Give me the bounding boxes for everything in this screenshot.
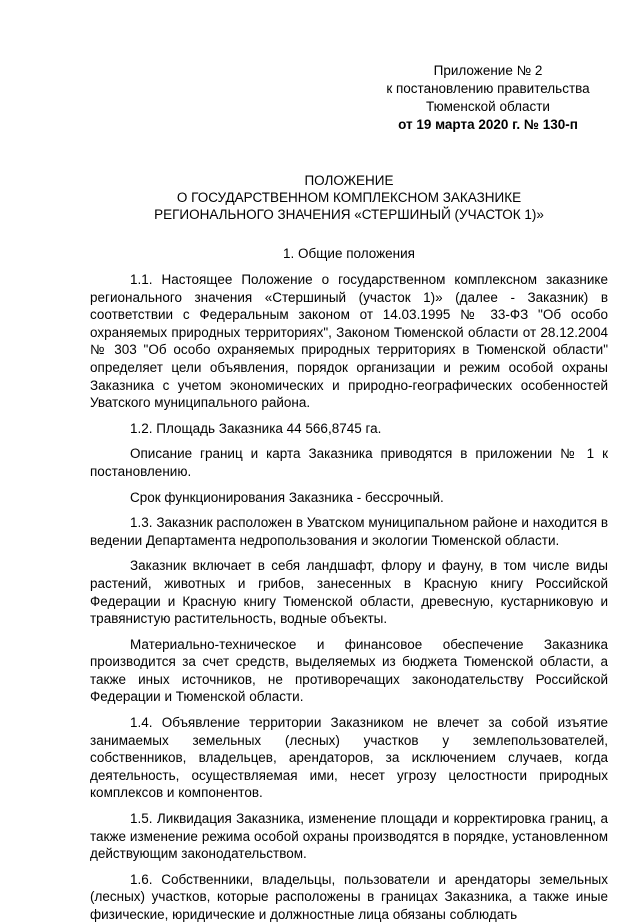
appendix-reference: к постановлению правительства (386, 81, 590, 96)
title-line-3: РЕГИОНАЛЬНОГО ЗНАЧЕНИЯ «СТЕРШИНЫЙ (УЧАСТОК 1)» (154, 207, 544, 222)
paragraph: Материально-техническое и финансовое обеспечение Заказника производится за счет средств, выделяемых из бюджета Тюменской области, а также иных источников, не противоречащих законодательству Российской Федерации и Тюменской области. (90, 636, 608, 705)
paragraph: 1.4. Объявление территории Заказником не влечет за собой изъятие занимаемых земельных (лесных) участков у землепользователей, собственников, владельцев, арендаторов, за исключением случаев, когда деятельность, осуществляемая ими, несет угрозу целостности природных комплексов и компонентов. (90, 715, 608, 801)
title-line-1: ПОЛОЖЕНИЕ (304, 173, 394, 188)
appendix-region: Тюменской области (426, 99, 550, 114)
paragraph: 1.5. Ликвидация Заказника, изменение площади и корректировка границ, а также изменение режима особой охраны производятся в порядке, установленном действующим законодательством. (90, 811, 608, 862)
appendix-header (368, 62, 608, 134)
paragraph: Заказник включает в себя ландшафт, флору и фауну, в том числе виды растений, животных и грибов, занесенных в Красную книгу Российской Федерации и Красную книгу Тюменской области, древесную, кустарниковую и травянистую растительность, водные объекты. (90, 558, 608, 627)
appendix-number: Приложение № 2 (433, 63, 543, 78)
appendix-date: от 19 марта 2020 г. № 130-п (398, 117, 578, 132)
paragraph: 1.3. Заказник расположен в Уватском муниципальном районе и находится в ведении Департамента недропользования и экологии Тюменской области. (90, 515, 608, 548)
section-heading: 1. Общие положения (283, 246, 415, 261)
paragraph: 1.1. Настоящее Положение о государственном комплексном заказнике регионального значения «Стершиный (участок 1)» (далее - Заказник) в соответствии с Федеральным законом от 14.03.1995 № 33-ФЗ "Об особо охраняемых природных территориях", Законом Тюменской области от 28.12.2004 № 303 "Об особо охраняемых природных территориях в Тюменской области" определяет цели объявления, порядок организации и режим особой охраны Заказника с учетом экономических и природно-географических особенностей Уватского муниципального района. (90, 272, 608, 411)
paragraph: 1.6. Собственники, владельцы, пользователи и арендаторы земельных (лесных) участков, которые расположены в границах Заказника, а также иные физические, юридические и должностные лица обязаны соблюдать (90, 871, 608, 922)
paragraph: Описание границ и карта Заказника приводятся в приложении № 1 к постановлению. (90, 446, 608, 479)
title-line-2: О ГОСУДАРСТВЕННОМ КОМПЛЕКСНОМ ЗАКАЗНИКЕ (176, 190, 522, 205)
document-title (90, 172, 608, 223)
paragraph: Срок функционирования Заказника - бессрочный. (130, 489, 444, 505)
paragraph: 1.2. Площадь Заказника 44 566,8745 га. (130, 420, 382, 436)
